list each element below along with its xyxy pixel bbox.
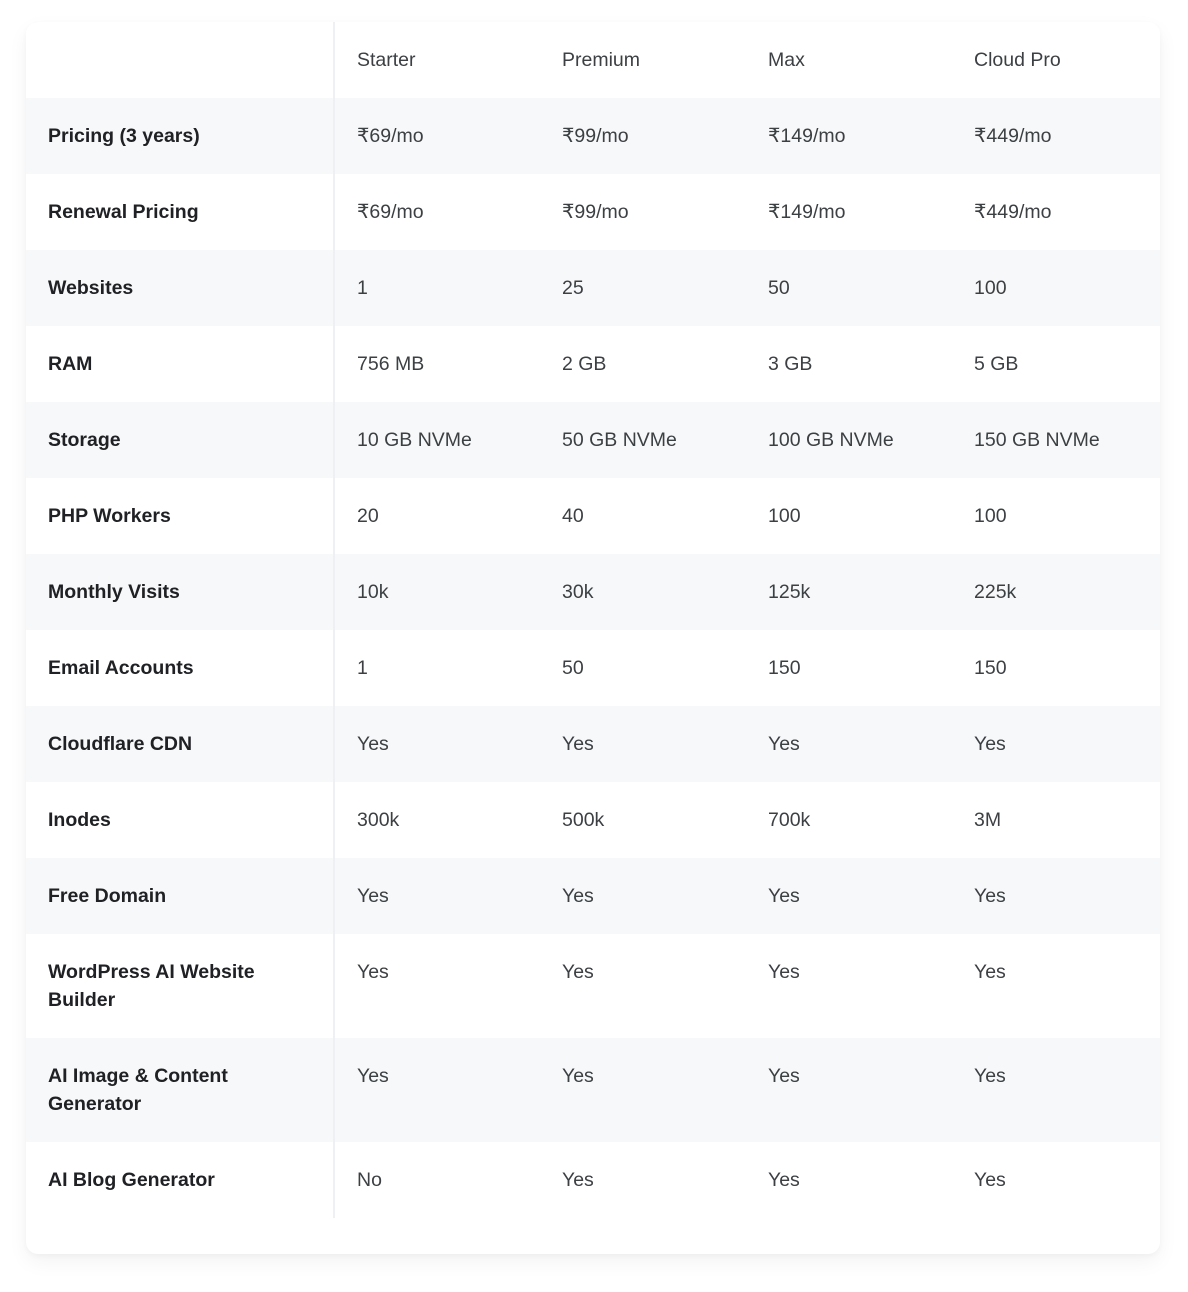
- table-row: [26, 478, 1160, 554]
- cell-max: Yes: [746, 1038, 952, 1142]
- cell-starter: ₹69/mo: [334, 174, 540, 250]
- table-row: [26, 630, 1160, 706]
- cell-cloud-pro: 5 GB: [952, 326, 1160, 402]
- table-row: [26, 782, 1160, 858]
- cell-cloud-pro: 225k: [952, 554, 1160, 630]
- cell-cloud-pro: 3M: [952, 782, 1160, 858]
- row-feature: Renewal Pricing: [26, 174, 334, 250]
- header-row: [26, 22, 1160, 98]
- cell-premium: Yes: [540, 858, 746, 934]
- cell-max: Yes: [746, 934, 952, 1038]
- cell-max: 700k: [746, 782, 952, 858]
- cell-starter: Yes: [334, 1038, 540, 1142]
- cell-premium: 30k: [540, 554, 746, 630]
- row-feature: WordPress AI Website Builder: [26, 934, 334, 1038]
- cell-max: 125k: [746, 554, 952, 630]
- cell-starter: 20: [334, 478, 540, 554]
- cell-starter: 756 MB: [334, 326, 540, 402]
- row-feature: Monthly Visits: [26, 554, 334, 630]
- cell-premium: ₹99/mo: [540, 98, 746, 174]
- cell-cloud-pro: Yes: [952, 706, 1160, 782]
- cell-starter: Yes: [334, 706, 540, 782]
- cell-starter: ₹69/mo: [334, 98, 540, 174]
- table-row: [26, 174, 1160, 250]
- header-plan-starter: Starter: [334, 22, 540, 98]
- cell-cloud-pro: Yes: [952, 1038, 1160, 1142]
- row-feature: Email Accounts: [26, 630, 334, 706]
- cell-premium: 40: [540, 478, 746, 554]
- cell-cloud-pro: Yes: [952, 858, 1160, 934]
- cell-max: ₹149/mo: [746, 174, 952, 250]
- row-feature: RAM: [26, 326, 334, 402]
- cell-cloud-pro: 150: [952, 630, 1160, 706]
- cell-cloud-pro: Yes: [952, 1142, 1160, 1218]
- cell-starter: 1: [334, 630, 540, 706]
- plan-comparison-table: [26, 22, 1160, 1218]
- cell-max: 150: [746, 630, 952, 706]
- cell-starter: No: [334, 1142, 540, 1218]
- cell-starter: 10 GB NVMe: [334, 402, 540, 478]
- cell-premium: Yes: [540, 1142, 746, 1218]
- table-row: [26, 934, 1160, 1038]
- cell-premium: 50: [540, 630, 746, 706]
- row-feature: Cloudflare CDN: [26, 706, 334, 782]
- cell-premium: 50 GB NVMe: [540, 402, 746, 478]
- cell-premium: ₹99/mo: [540, 174, 746, 250]
- cell-max: 50: [746, 250, 952, 326]
- cell-max: Yes: [746, 1142, 952, 1218]
- row-feature: Inodes: [26, 782, 334, 858]
- cell-max: 100: [746, 478, 952, 554]
- table-row: [26, 250, 1160, 326]
- cell-max: Yes: [746, 706, 952, 782]
- cell-cloud-pro: ₹449/mo: [952, 98, 1160, 174]
- table-row: [26, 326, 1160, 402]
- table-body: [26, 98, 1160, 1218]
- cell-starter: 1: [334, 250, 540, 326]
- header-plan-max: Max: [746, 22, 952, 98]
- header-feature: [26, 22, 334, 98]
- cell-premium: Yes: [540, 706, 746, 782]
- row-feature: Free Domain: [26, 858, 334, 934]
- row-feature: PHP Workers: [26, 478, 334, 554]
- cell-max: 3 GB: [746, 326, 952, 402]
- table-row: [26, 706, 1160, 782]
- row-feature: AI Blog Generator: [26, 1142, 334, 1218]
- cell-cloud-pro: Yes: [952, 934, 1160, 1038]
- cell-starter: Yes: [334, 934, 540, 1038]
- comparison-card: [26, 22, 1160, 1254]
- cell-starter: 300k: [334, 782, 540, 858]
- cell-max: ₹149/mo: [746, 98, 952, 174]
- table-row: [26, 1038, 1160, 1142]
- cell-premium: 2 GB: [540, 326, 746, 402]
- table-row: [26, 98, 1160, 174]
- table-header: [26, 22, 1160, 98]
- table-row: [26, 858, 1160, 934]
- table-row: [26, 554, 1160, 630]
- cell-max: Yes: [746, 858, 952, 934]
- table-row: [26, 402, 1160, 478]
- header-plan-cloud-pro: Cloud Pro: [952, 22, 1160, 98]
- cell-premium: Yes: [540, 1038, 746, 1142]
- row-feature: Websites: [26, 250, 334, 326]
- cell-starter: 10k: [334, 554, 540, 630]
- header-plan-premium: Premium: [540, 22, 746, 98]
- cell-starter: Yes: [334, 858, 540, 934]
- cell-cloud-pro: 100: [952, 250, 1160, 326]
- table-row: [26, 1142, 1160, 1218]
- row-feature: Storage: [26, 402, 334, 478]
- row-feature: Pricing (3 years): [26, 98, 334, 174]
- cell-cloud-pro: ₹449/mo: [952, 174, 1160, 250]
- cell-max: 100 GB NVMe: [746, 402, 952, 478]
- cell-premium: Yes: [540, 934, 746, 1038]
- row-feature: AI Image & Content Generator: [26, 1038, 334, 1142]
- cell-cloud-pro: 150 GB NVMe: [952, 402, 1160, 478]
- cell-premium: 500k: [540, 782, 746, 858]
- cell-premium: 25: [540, 250, 746, 326]
- cell-cloud-pro: 100: [952, 478, 1160, 554]
